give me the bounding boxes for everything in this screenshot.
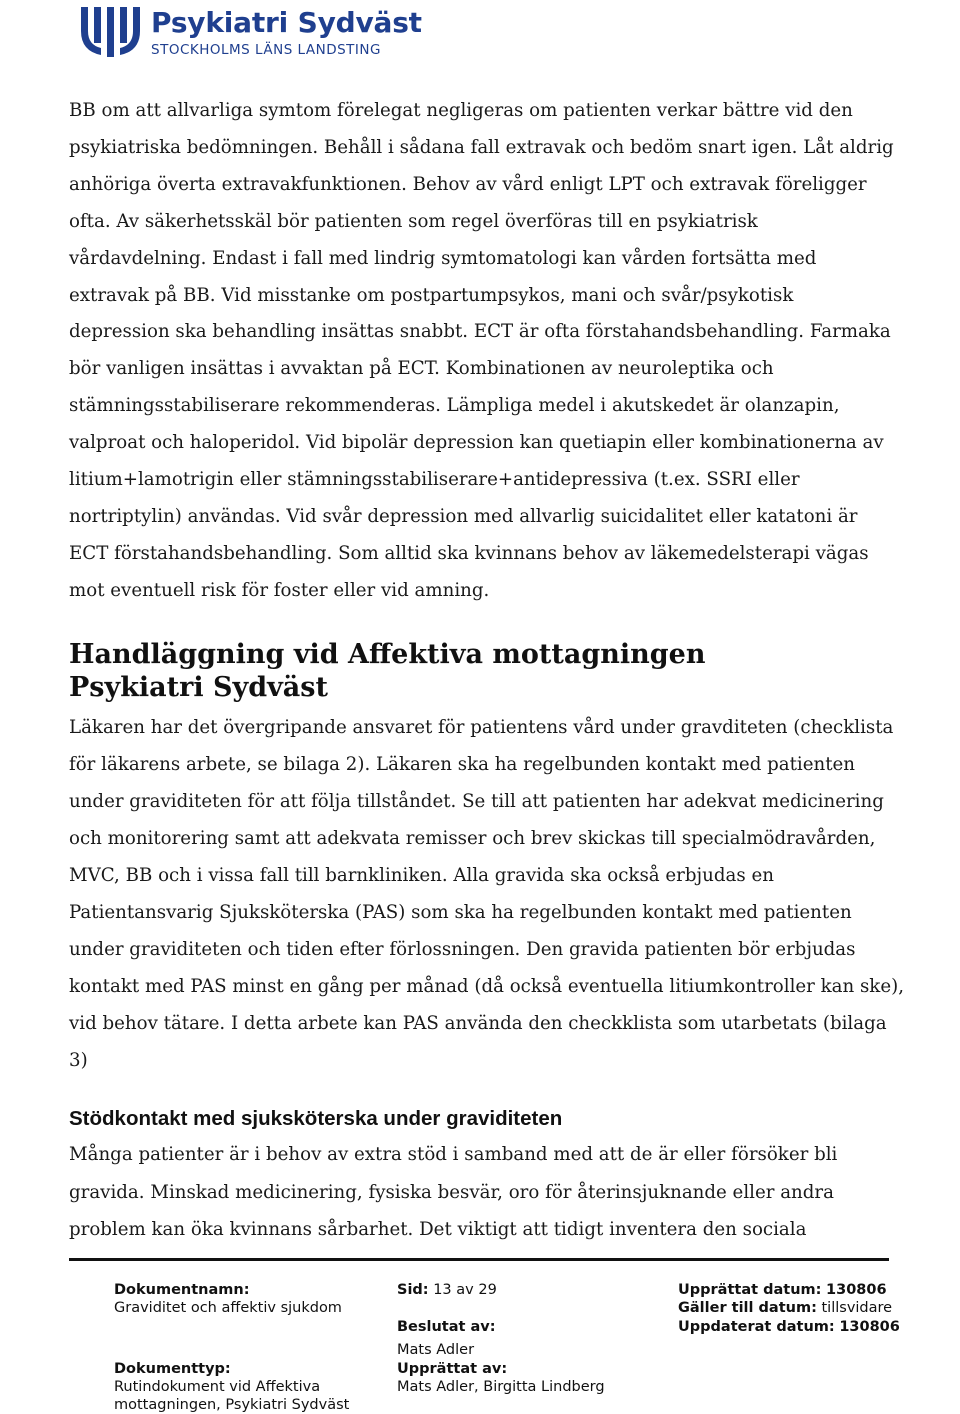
- body-paragraph-1-container: [69, 93, 899, 610]
- created-date-value: 130806: [826, 1282, 887, 1298]
- psykiatri-sydvast-logo-icon: [79, 5, 143, 59]
- body-paragraph-2: Läkaren har det övergripande ansvaret för patientens vård under gravditeten (checklista för läkarens arbete, se bilaga 2). Läkaren ska ha regelbunden kontakt med patienten under graviditeten för att följa tillståndet. Se till att patienten har adekvat medicinering och monitorering samt att adekvata remisser och brev skickas till specialmödravården, MVC, BB och i vissa fall till barnkliniken. Alla gravida ska också erbjudas en Patientansvarig Sjuksköterska (PAS) som ska ha regelbunden kontakt med patienten under graviditeten och tiden efter förlossningen. Den gravida patienten bör erbjudas kontakt med PAS minst en gång per månad (då också eventuella litiumkontroller kan ske), vid behov tätare. I detta arbete kan PAS använda den checkklista som utarbetats (bilaga 3): [69, 717, 904, 1071]
- body-paragraph-3-container: [69, 1136, 909, 1249]
- doc-type-value-2: mottagningen, Psykiatri Sydväst: [114, 1397, 350, 1413]
- logo: [79, 5, 422, 59]
- created-date-label: Upprättat datum:: [678, 1282, 822, 1298]
- created-by-label: Upprättat av:: [397, 1361, 508, 1377]
- page-value: 13 av 29: [433, 1282, 497, 1298]
- logo-subtitle: STOCKHOLMS LÄNS LANDSTING: [151, 42, 381, 58]
- valid-value: tillsvidare: [821, 1300, 893, 1316]
- section-heading-line-1: Handläggning vid Affektiva mottagningen: [69, 639, 706, 670]
- updated-label: Uppdaterat datum:: [678, 1319, 835, 1335]
- decided-label: Beslutat av:: [397, 1319, 496, 1335]
- logo-title: Psykiatri Sydväst: [151, 6, 422, 39]
- valid-label: Gäller till datum:: [678, 1300, 817, 1316]
- body-paragraph-2-container: [69, 709, 909, 1079]
- doc-name-label: Dokumentnamn:: [114, 1282, 250, 1298]
- doc-type-value-1: Rutindokument vid Affektiva: [114, 1379, 321, 1395]
- decided-value: Mats Adler: [397, 1342, 475, 1358]
- doc-name-value: Graviditet och affektiv sjukdom: [114, 1300, 342, 1316]
- doc-type-label: Dokumenttyp:: [114, 1361, 231, 1377]
- updated-value: 130806: [839, 1319, 900, 1335]
- body-paragraph-1: BB om att allvarliga symtom förelegat negligeras om patienten verkar bättre vid den psykiatriska bedömningen. Behåll i sådana fall extravak och bedöm snart igen. Låt aldrig anhöriga överta extravakfunktionen. Behov av vård enligt LPT och extravak föreligger ofta. Av säkerhetsskäl bör patienten som regel överföras till en psykiatrisk vårdavdelning. Endast i fall med lindrig symtomatologi kan vården fortsätta med extravak på BB. Vid misstanke om postpartumpsykos, mani och svår/psykotisk depression ska behandling insättas snabbt. ECT är ofta förstahandsbehandling. Farmaka bör vanligen insättas i avvaktan på ECT. Kombinationen av neuroleptika och stämningsstabiliserare rekommenderas. Lämpliga medel i akutskedet är olanzapin, valproat och haloperidol. Vid bipolär depression kan quetiapin eller kombinationerna av litium+lamotrigin eller stämningsstabiliserare+antidepressiva (t.ex. SSRI eller nortriptylin) användas. Vid svår depression med allvarlig suicidalitet eller katatoni är ECT förstahandsbehandling. Som alltid ska kvinnans behov av läkemedelsterapi vägas mot eventuell risk för foster eller vid amning.: [69, 100, 894, 601]
- footer-divider: [69, 1258, 889, 1261]
- page-label: Sid:: [397, 1282, 429, 1298]
- subsection-heading: Stödkontakt med sjuksköterska under graviditeten: [69, 1107, 563, 1130]
- created-by-value: Mats Adler, Birgitta Lindberg: [397, 1379, 605, 1395]
- body-paragraph-3: Många patienter är i behov av extra stöd i samband med att de är eller försöker bli gravida. Minskad medicinering, fysiska besvär, oro för återinsjuknande eller andra problem kan öka kvinnans sårbarhet. Det viktigt att tidigt inventera den sociala: [69, 1144, 838, 1240]
- section-heading-line-2: Psykiatri Sydväst: [69, 672, 328, 703]
